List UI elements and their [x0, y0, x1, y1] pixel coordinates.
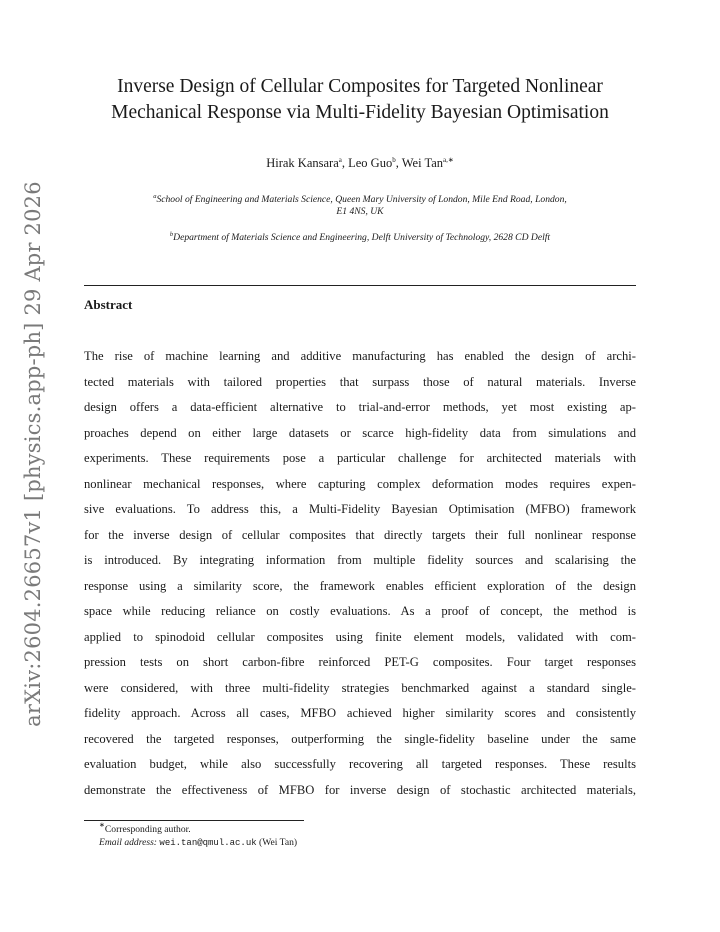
abstract-line: were considered, with three multi-fidelity strategies benchmarked against a standard single-	[84, 680, 636, 695]
corresponding-author-note	[99, 823, 297, 836]
arxiv-identifier-text: arXiv:2604.26657v1 [physics.app-ph] 29 Apr 2026	[21, 181, 45, 727]
abstract-line: applied to spinodoid cellular composites using finite element models, validated with com-	[84, 629, 636, 644]
affiliation-text: School of Engineering and Materials Science, Queen Mary University of London, Mile End Road, London,	[156, 194, 567, 205]
abstract-heading: Abstract	[84, 297, 133, 312]
author-affiliation-mark: b	[392, 156, 396, 164]
affiliation-text: E1 4NS, UK	[336, 206, 384, 217]
abstract-line: sive evaluations. To address this, a Multi-Fidelity Bayesian Optimisation (MFBO) framework	[84, 502, 636, 516]
arxiv-identifier-stamp	[18, 181, 48, 727]
abstract-line: tected materials with tailored properties that surpass those of natural materials. Inverse	[84, 374, 636, 389]
abstract-line: evaluation budget, while also successfully recovering all targeted responses. These results	[84, 757, 636, 771]
footnotes	[99, 823, 297, 850]
affiliation-mark: b	[169, 231, 174, 238]
affiliation-a	[84, 194, 636, 218]
author-list	[84, 156, 636, 171]
corresponding-author-text: Corresponding author.	[104, 824, 191, 835]
author-affiliation-mark: a,∗	[443, 156, 454, 164]
abstract-line: nonlinear mechanical responses, where capturing complex deformation modes requires expen-	[84, 476, 636, 491]
abstract-line: demonstrate the effectiveness of MFBO for inverse design of stochastic architected materials,	[84, 782, 636, 797]
author-name: Hirak Kansara	[266, 156, 339, 170]
abstract-line: experiments. These requirements pose a particular challenge for architected materials with	[84, 451, 636, 465]
abstract-body	[84, 344, 636, 803]
paper-title	[84, 74, 636, 126]
author-name: Wei Tan	[401, 156, 444, 170]
abstract-line: design offers a data-efficient alternative to trial-and-error methods, yet most existing ap-	[84, 400, 636, 414]
email-link[interactable]: wei.tan@qmul.ac.uk	[159, 838, 257, 848]
title-line: Inverse Design of Cellular Composites for Targeted Nonlinear	[117, 76, 603, 97]
author-name: Leo Guo	[348, 156, 393, 170]
abstract-line: recovered the targeted responses, outperforming the single-fidelity baseline under the same	[84, 731, 636, 746]
author-affiliation-mark: a	[338, 156, 342, 164]
title-line: Mechanical Response via Multi-Fidelity Bayesian Optimisation	[111, 102, 609, 123]
affiliation-text: Department of Materials Science and Engineering, Delft University of Technology, 2628 CD Delft	[173, 232, 551, 243]
affiliation-b	[84, 232, 636, 244]
abstract-top-rule	[84, 285, 636, 286]
abstract-line: pression tests on short carbon-fibre reinforced PET-G composites. Four target responses	[84, 655, 636, 669]
abstract-line: for the inverse design of cellular composites that directly targets their full nonlinear response	[84, 527, 636, 542]
affiliation-mark: a	[153, 193, 157, 200]
abstract-line: proaches depend on either large datasets or scarce high-fidelity data from simulations and	[84, 425, 636, 440]
abstract-line: fidelity approach. Across all cases, MFBO achieved higher similarity scores and consistently	[84, 706, 636, 720]
abstract-line: response using a similarity score, the framework enables efficient exploration of the design	[84, 578, 636, 593]
email-note	[99, 836, 297, 850]
author-separator: ,	[395, 156, 402, 170]
abstract-line: is introduced. By integrating information from multiple fidelity sources and scalarising the	[84, 553, 636, 567]
abstract-line: space while reducing reliance on costly evaluations. As a proof of concept, the method is	[84, 604, 636, 618]
email-label: Email address:	[99, 837, 158, 848]
author-separator: ,	[341, 156, 349, 170]
abstract-line: The rise of machine learning and additive manufacturing has enabled the design of archi-	[84, 349, 636, 363]
footnote-rule	[84, 820, 304, 821]
footnote-mark: ∗	[99, 821, 105, 829]
email-owner: (Wei Tan)	[259, 837, 298, 848]
